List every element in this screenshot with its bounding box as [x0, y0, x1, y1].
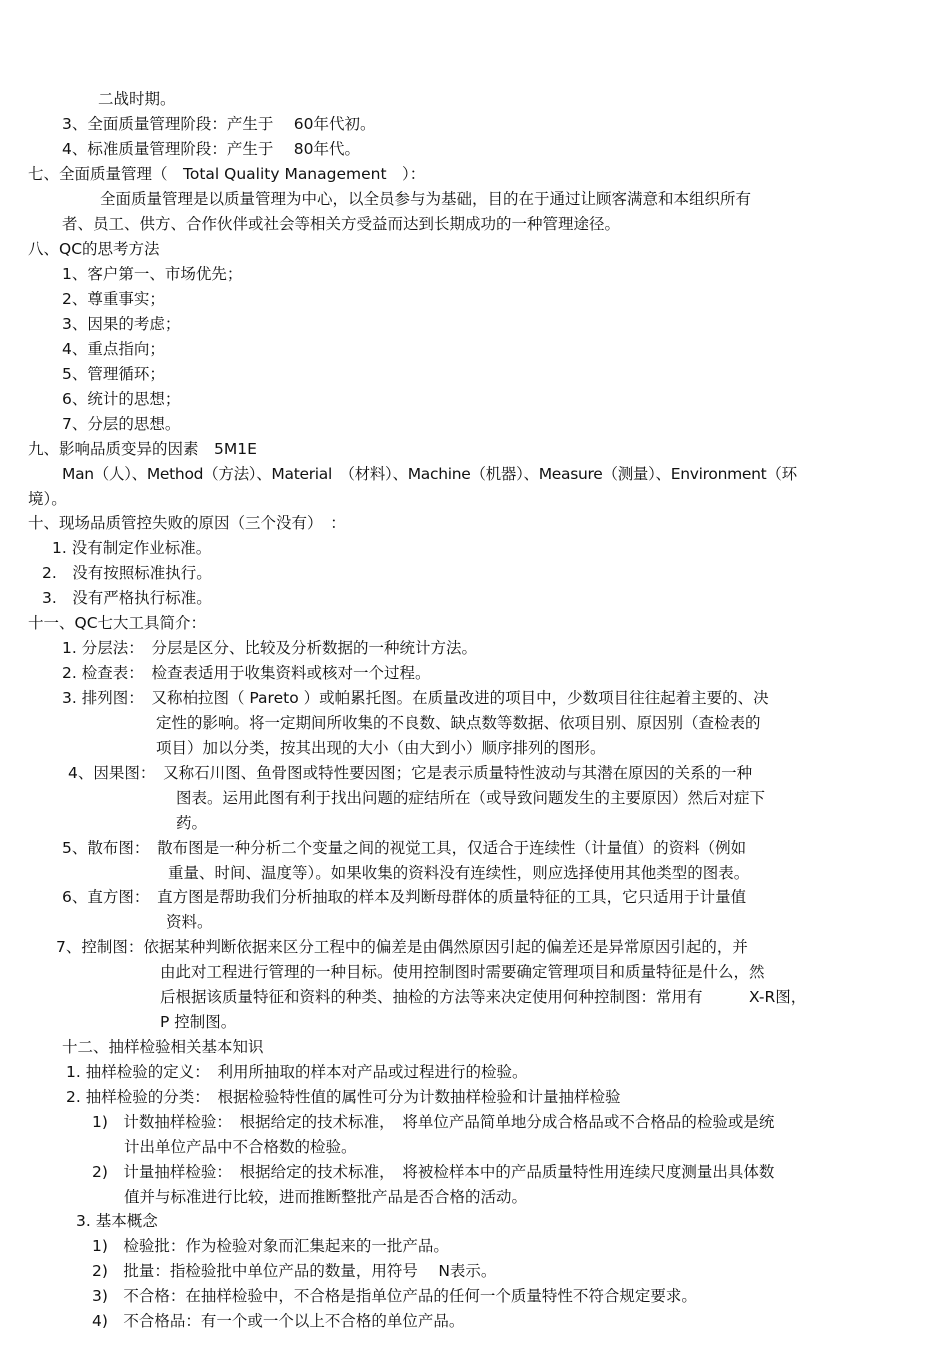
text-line: 资料。 — [166, 913, 213, 931]
list-item: 3) 不合格：在抽样检验中，不合格是指单位产品的任何一个质量特性不符合规定要求。 — [92, 1287, 697, 1305]
text-line: 境）。 — [28, 490, 67, 508]
section-heading: 八、QC的思考方法 — [28, 240, 160, 258]
text-line: 定性的影响。将一定期间所收集的不良数、缺点数等数据、依项目别、原因别（查检表的 — [156, 714, 761, 732]
list-item: 2. 检查表： 检查表适用于收集资料或核对一个过程。 — [62, 664, 431, 682]
text-line: 值并与标准进行比较，进而推断整批产品是否合格的活动。 — [124, 1188, 528, 1206]
list-item: 4) 不合格品：有一个或一个以上不合格的单位产品。 — [92, 1312, 465, 1330]
list-item: 3. 基本概念 — [76, 1212, 158, 1230]
section-heading: 十一、QC七大工具简介： — [28, 614, 207, 632]
list-item: 3、因果的考虑； — [62, 315, 181, 333]
list-item: 2. 没有按照标准执行。 — [42, 564, 212, 582]
list-item: 2) 批量：指检验批中单位产品的数量，用符号 N表示。 — [92, 1262, 497, 1280]
list-item: 1. 抽样检验的定义： 利用所抽取的样本对产品或过程进行的检验。 — [66, 1063, 528, 1081]
list-item: 5、管理循环； — [62, 365, 165, 383]
list-item: 7、分层的思想。 — [62, 415, 181, 433]
list-item: 5、散布图： 散布图是一种分析二个变量之间的视觉工具，仅适合于连续性（计量值）的资料（例如 — [62, 839, 747, 857]
list-item: 6、统计的思想； — [62, 390, 181, 408]
list-item: 2) 计量抽样检验： 根据给定的技术标准， 将被检样本中的产品质量特性用连续尺度测量出具体数 — [92, 1163, 775, 1181]
text-line: 全面质量管理是以质量管理为中心，以全员参与为基础，目的在于通过让顾客满意和本组织所有 — [100, 190, 752, 208]
text-line: 由此对工程进行管理的一种目标。使用控制图时需要确定管理项目和质量特征是什么，然 — [160, 963, 765, 981]
text-line: Man（人）、Method（方法）、Material （材料）、Machine（机器）、Measure（测量）、Environment（环 — [62, 465, 797, 483]
text-line: 3、全面质量管理阶段：产生于 60年代初。 — [62, 115, 376, 133]
text-line: 4、标准质量管理阶段：产生于 80年代。 — [62, 140, 361, 158]
text-line: 药。 — [176, 814, 208, 832]
section-heading: 十、现场品质管控失败的原因（三个没有） ： — [28, 514, 346, 532]
list-item: 1) 检验批：作为检验对象而汇集起来的一批产品。 — [92, 1237, 449, 1255]
text-line: P 控制图。 — [160, 1013, 237, 1031]
list-item: 1. 没有制定作业标准。 — [52, 539, 212, 557]
text-line: 项目）加以分类，按其出现的大小（由大到小）顺序排列的图形。 — [156, 739, 606, 757]
list-item: 2. 抽样检验的分类： 根据检验特性值的属性可分为计数抽样检验和计量抽样检验 — [66, 1088, 621, 1106]
text-line: 后根据该质量特征和资料的种类、抽检的方法等来决定使用何种控制图：常用有 X-R图， — [160, 988, 807, 1006]
list-item: 1. 分层法： 分层是区分、比较及分析数据的一种统计方法。 — [62, 639, 477, 657]
list-item: 3. 没有严格执行标准。 — [42, 589, 212, 607]
text-line: 图表。运用此图有利于找出问题的症结所在（或导致问题发生的主要原因）然后对症下 — [176, 789, 766, 807]
text-line: 二战时期。 — [98, 90, 176, 108]
list-item: 3. 排列图： 又称柏拉图（ Pareto ）或帕累托图。在质量改进的项目中，少数项目往往起着主要的、决 — [62, 689, 769, 707]
list-item: 1) 计数抽样检验： 根据给定的技术标准， 将单位产品简单地分成合格品或不合格品的检验或是统 — [92, 1113, 775, 1131]
list-item: 2、尊重事实； — [62, 290, 165, 308]
text-line: 者、员工、供方、合作伙伴或社会等相关方受益而达到长期成功的一种管理途径。 — [62, 215, 621, 233]
section-heading: 十二、抽样检验相关基本知识 — [62, 1038, 264, 1056]
section-heading: 七、全面质量管理（ Total Quality Management ）： — [28, 165, 426, 183]
text-line: 重量、时间、温度等）。如果收集的资料没有连续性，则应选择使用其他类型的图表。 — [168, 864, 750, 882]
text-line: 计出单位产品中不合格数的检验。 — [124, 1138, 357, 1156]
list-item: 7、控制图：依据某种判断依据来区分工程中的偏差是由偶然原因引起的偏差还是异常原因引起的，并 — [56, 938, 748, 956]
list-item: 4、重点指向； — [62, 340, 165, 358]
list-item: 4、因果图： 又称石川图、鱼骨图或特性要因图；它是表示质量特性波动与其潜在原因的关系的一种 — [68, 764, 753, 782]
list-item: 1、客户第一、市场优先； — [62, 265, 243, 283]
section-heading: 九、影响品质变异的因素 5M1E — [28, 440, 257, 458]
list-item: 6、直方图： 直方图是帮助我们分析抽取的样本及判断母群体的质量特征的工具，它只适用于计量值 — [62, 888, 747, 906]
